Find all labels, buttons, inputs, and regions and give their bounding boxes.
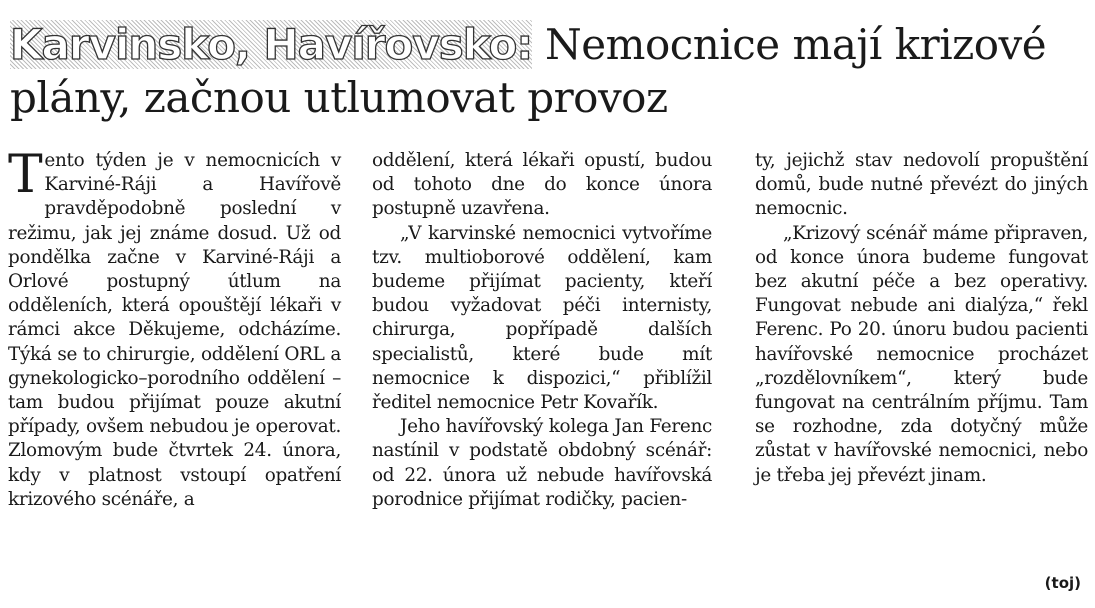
paragraph: oddělení, která lékaři opustí, budou od tohoto dne do konce února postupně uzavřena. [372, 150, 712, 220]
paragraph: Jeho havířovský kolega Jan Ferenc nastínil v podstatě obdobný scénář: od 22. února už nebude havířovská porodnice přijímat rodičky, pacien- [372, 416, 712, 510]
headline-text: Nemocnice mají krizové plány, začnou utlumovat provoz [10, 20, 1047, 122]
paragraph: „Krizový scénář máme připraven, od konce února budeme fungovat bez akutní péče a bez operativy. Fungovat nebude ani dialýza,“ řekl Ferenc. Po 20. únoru budou pacienti havířovské nemocnice procházet „rozdělovníkem“, který bude fungovat na centrálním příjmu. Tam se rozhodne, zda dotyčný může zůstat v havířovské nemocnici, nebo je třeba jej převézt jinam. [755, 222, 1088, 486]
paragraph: „V karvinské nemocnici vytvoříme tzv. multioborové oddělení, kam budeme přijímat pacienty, kteří budou vyžadovat péči internisty, chirurga, popřípadě dalších specialistů, které bude mít nemocnice k dispozici,“ přiblížil ředitel nemocnice Petr Kovařík. [372, 222, 712, 414]
article-column-2 [372, 149, 712, 512]
headline-kicker: Karvinsko, Havířovsko: [10, 20, 533, 69]
drop-cap: T [8, 145, 43, 205]
paragraph-text: ento týden je v nemocnicích v Karviné-Ráji a Havířově pravděpodobně poslední v režimu, jak jej známe dosud. Už od pondělka začne v Karviné-Ráji a Orlové postupný útlum na odděleních, která opouštějí lékaři v rámci akce Děkujeme, odcházíme. Týká se to chirurgie, oddělení ORL a gynekologicko–porodního oddělení – tam budou přijímat pouze akutní případy, ovšem nebudou je operovat. Zlomovým bude čtvrtek 24. února, kdy v platnost vstoupí opatření krizového scénáře, a [8, 150, 341, 510]
article-column-1 [8, 145, 341, 512]
author-signature: (toj) [1044, 574, 1081, 592]
paragraph [8, 145, 341, 512]
article-headline [10, 18, 1085, 124]
article-column-3 [755, 149, 1088, 488]
paragraph: ty, jejichž stav nedovolí propuštění domů, bude nutné převézt do jiných nemocnic. [755, 150, 1088, 220]
